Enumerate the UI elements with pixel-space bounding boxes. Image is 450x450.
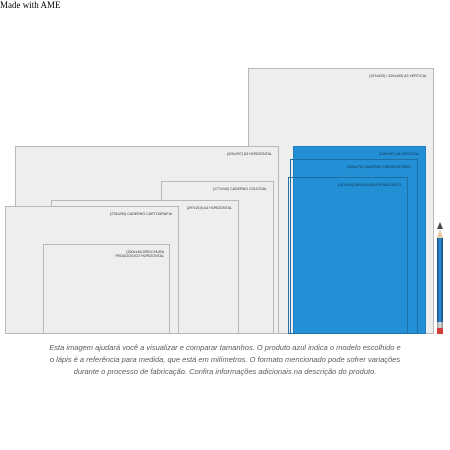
sheet-brochura-horizontal [43, 244, 170, 334]
caption-line-2: o lápis é a referência para medida, que está em milímetros. O formato mencionado pode sofrer variações [49, 355, 401, 364]
watermark-text: Made with AME [0, 0, 61, 10]
label-brochura-pedagogico: (187x245) BROCHURA PEDAGÓGICO [337, 183, 401, 187]
label-a4-vertical: (210x297) A4 VERTICAL [379, 152, 419, 156]
pencil-tip [437, 222, 443, 229]
pencil-body [437, 238, 443, 322]
label-caderno-colegial: (177x240) CADERNO COLEGIAL [212, 187, 267, 191]
sheet-brochura-pedagogico [288, 177, 408, 334]
pencil-wood [437, 229, 443, 238]
caption-line-3: durante o processo de fabricação. Confira informações adicionais na descrição do produto. [73, 367, 377, 376]
pencil-eraser [437, 328, 443, 334]
caption-line-1: Esta imagem ajudará você a visualizar e comparar tamanhos. O produto azul indica o modelo escolhido e [49, 343, 401, 352]
label-a3-horizontal: (420x297) A3 HORIZONTAL [226, 152, 272, 156]
label-a3-vertical: (297x420) / 320x440) A3 VERTICAL [369, 74, 427, 78]
label-a4-horizontal: (297x210) A4 HORIZONTAL [186, 206, 232, 210]
label-caderno-cartografia: (275x200) CADERNO CARTOGRAFIA [110, 212, 172, 216]
label-brochura-horizontal: (200x140) BROCHURA PEDAGÓGICO HORIZONTAL [115, 250, 164, 259]
caption [0, 342, 450, 378]
label-caderno-universitario: (200x275) CADERNO UNIVERSITÁRIO [346, 165, 411, 169]
pencil-icon [437, 222, 443, 334]
